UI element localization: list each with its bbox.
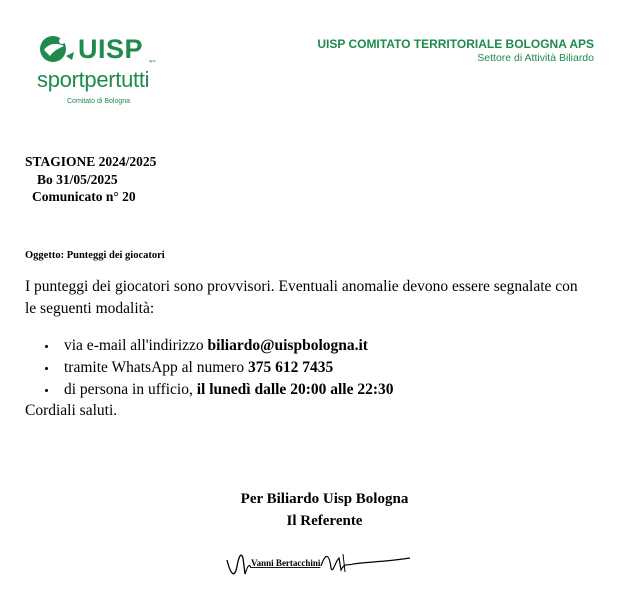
list-item (25, 379, 394, 401)
list-item-text: di persona in ufficio, (64, 381, 197, 398)
communique-number: Comunicato n° 20 (32, 189, 136, 204)
logo-subtitle: Comitato di Bologna (67, 98, 131, 105)
organization-header (317, 37, 594, 65)
signoff-role: Il Referente (286, 513, 363, 529)
logo-brand: UISP (78, 34, 144, 64)
uisp-logo (36, 34, 168, 110)
office-hours: il lunedì dalle 20:00 alle 22:30 (196, 381, 394, 398)
runner-emblem-icon (36, 34, 76, 68)
subject-line: Oggetto: Punteggi dei giocatori (25, 250, 165, 261)
contact-methods-list (25, 335, 394, 401)
org-name: UISP COMITATO TERRITORIALE BOLOGNA APS (317, 37, 594, 51)
logo-aps: aps (149, 58, 156, 63)
document-date: Bo 31/05/2025 (37, 172, 118, 187)
whatsapp-number: 375 612 7435 (247, 359, 334, 376)
signature-name: Vanni Bertacchini (251, 558, 321, 568)
list-item-text: via e-mail all'indirizzo (64, 337, 208, 354)
org-sector: Settore di Attività Biliardo (477, 52, 594, 64)
list-item-text: tramite WhatsApp al numero (64, 359, 248, 376)
email-address: biliardo@uispbologna.it (207, 337, 368, 354)
list-item (25, 335, 394, 357)
signoff-org: Per Biliardo Uisp Bologna (240, 491, 409, 507)
list-item (25, 357, 394, 379)
season-label: STAGIONE 2024/2025 (25, 154, 157, 169)
logo-tagline: sportpertutti (37, 67, 150, 92)
intro-paragraph: I punteggi dei giocatori sono provvisori. Eventuali anomalie devono essere segnalate con le seguenti modalità: (25, 278, 578, 317)
closing-greeting: Cordiali saluti. (25, 402, 118, 419)
handwritten-signature (225, 548, 415, 582)
